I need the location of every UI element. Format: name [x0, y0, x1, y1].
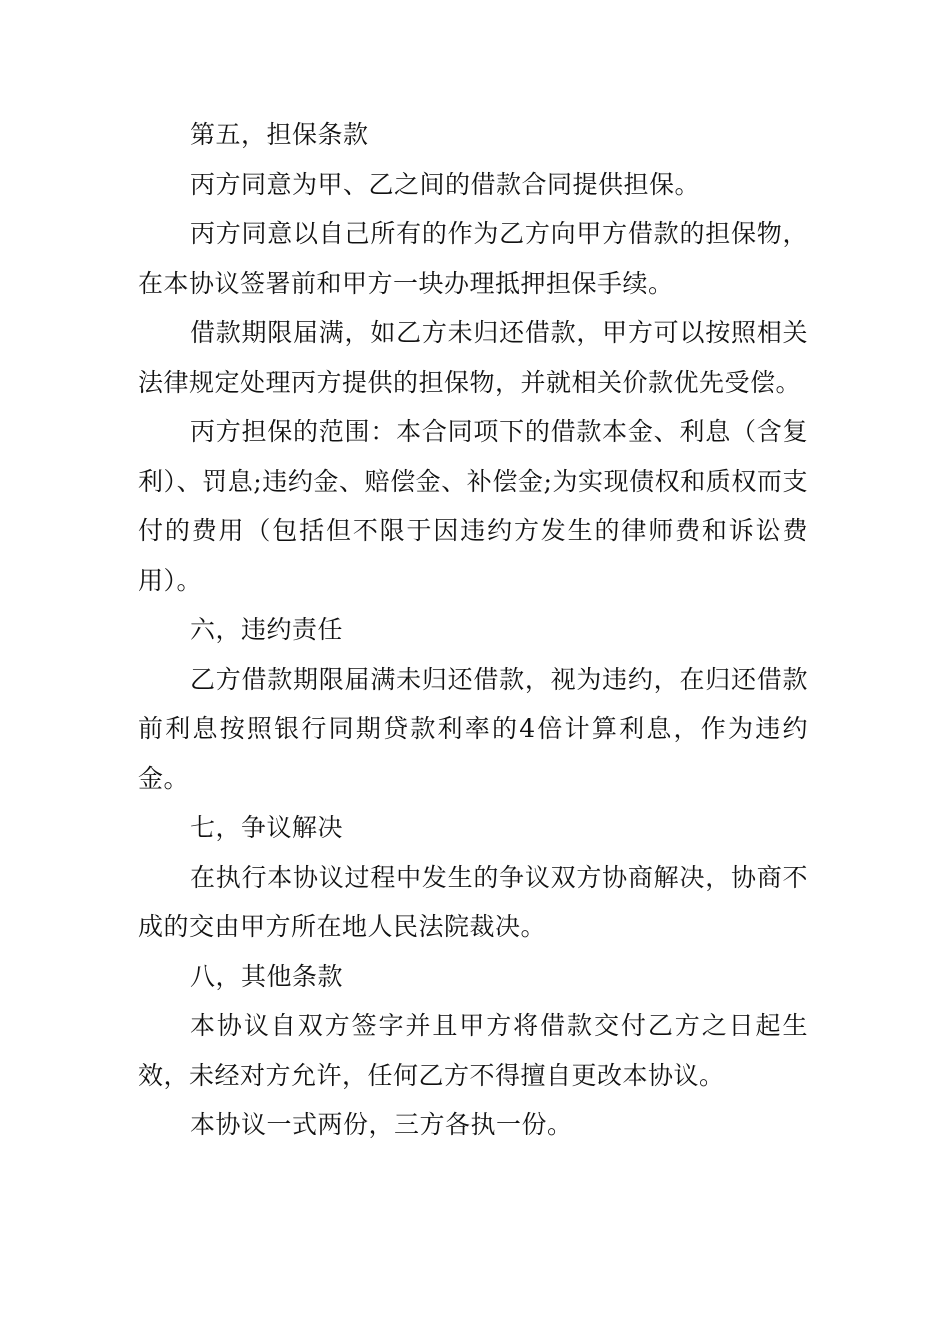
paragraph-guarantee-consent: 丙方同意为甲、乙之间的借款合同提供担保。 [190, 169, 701, 199]
section-heading-liability: 六，违约责任 [190, 615, 344, 644]
section-heading-dispute: 七，争议解决 [190, 813, 344, 842]
paragraph-copies: 本协议一式两份，三方各执一份。 [190, 1110, 573, 1139]
paragraph-dispute: 在执行本协议过程中发生的争议双方协商解决，协商不成的交由甲方所在地人民法院裁决。 [138, 862, 808, 941]
paragraph-default-disposal: 借款期限届满，如乙方未归还借款，甲方可以按照相关法律规定处理丙方提供的担保物，并就相关价款优先受偿。 [138, 318, 808, 397]
document-body [138, 110, 808, 1150]
paragraph-guarantee-scope: 丙方担保的范围：本合同项下的借款本金、利息（含复利）、罚息;违约金、赔偿金、补偿金;为实现债权和质权而支付的费用（包括但不限于因违约方发生的律师费和诉讼费用）。 [138, 417, 808, 595]
section-heading-guarantee: 第五，担保条款 [190, 120, 369, 149]
paragraph-collateral: 丙方同意以自己所有的作为乙方向甲方借款的担保物，在本协议签署前和甲方一块办理抵押担保手续。 [138, 219, 808, 298]
paragraph-effective: 本协议自双方签字并且甲方将借款交付乙方之日起生效，未经对方允许，任何乙方不得擅自更改本协议。 [138, 1011, 808, 1090]
section-heading-other: 八，其他条款 [190, 961, 344, 991]
paragraph-liability: 乙方借款期限届满未归还借款，视为违约，在归还借款前利息按照银行同期贷款利率的4倍计算利息，作为违约金。 [138, 664, 808, 793]
